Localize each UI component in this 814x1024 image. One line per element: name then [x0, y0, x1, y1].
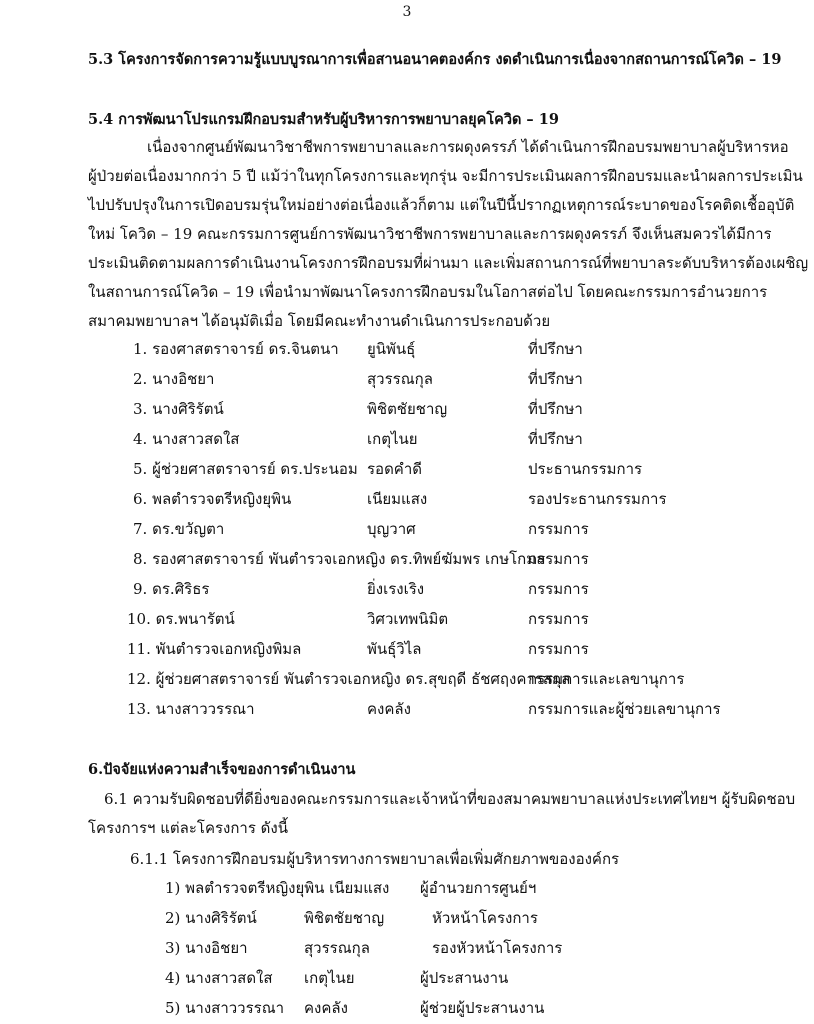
- team-name: 5) นางสาววรรณา: [165, 999, 285, 1017]
- member-name: 5. ผู้ช่วยศาสตราจารย์ ดร.ประนอม: [133, 460, 358, 478]
- member-surname: พิชิตชัยชาญ: [367, 400, 448, 418]
- subsection-6-1-1-heading: 6.1.1 โครงการฝึกอบรมผู้บริหารทางการพยาบาลเพื่อเพิ่มศักยภาพขององค์กร: [130, 850, 620, 868]
- member-role: กรรมการ: [528, 640, 589, 658]
- paragraph-line: ไปปรับปรุงในการเปิดอบรมรุ่นใหม่อย่างต่อเนื่องแล้วก็ตาม แต่ในปีนี้ปรากฏเหตุการณ์ระบาดของโรคติดเชื้ออุบัติ: [88, 196, 795, 214]
- team-name: 3) นางอิชยา: [165, 939, 248, 957]
- member-name: 11. พันตำรวจเอกหญิงพิมล: [127, 640, 302, 658]
- team-surname: พิชิตชัยชาญ: [304, 909, 385, 927]
- team-surname: เกตุไนย: [304, 969, 355, 987]
- paragraph-line: ในสถานการณ์โควิด – 19 เพื่อนำมาพัฒนาโครงการฝึกอบรมในโอกาสต่อไป โดยคณะกรรมการอำนวยการ: [88, 283, 768, 301]
- paragraph-line: สมาคมพยาบาลฯ ได้อนุมัติเมื่อ โดยมีคณะทำงานดำเนินการประกอบด้วย: [88, 312, 551, 330]
- member-role: กรรมการ: [528, 610, 589, 628]
- team-role: รองหัวหน้าโครงการ: [432, 939, 563, 957]
- member-name: 2. นางอิชยา: [133, 370, 215, 388]
- member-surname: รอดคำดี: [367, 460, 423, 478]
- member-surname: ยูนิพันธุ์: [367, 340, 416, 358]
- paragraph-line: ผู้ป่วยต่อเนื่องมากกว่า 5 ปี แม้ว่าในทุกโครงการและทุกรุ่น จะมีการประเมินผลการฝึกอบรมและนำผลการประเมิน: [88, 167, 803, 185]
- member-surname: พันธุ์วิไล: [367, 640, 422, 658]
- team-role: ผู้ช่วยผู้ประสานงาน: [420, 999, 545, 1017]
- paragraph-line: ใหม่ โควิด – 19 คณะกรรมการศูนย์การพัฒนาวิชาชีพการพยาบาลและการผดุงครรภ์ จึงเห็นสมควรได้มีการ: [88, 225, 772, 243]
- paragraph-line: 6.1 ความรับผิดชอบที่ดียิ่งของคณะกรรมการและเจ้าหน้าที่ของสมาคมพยาบาลแห่งประเทศไทยฯ ผู้รับผิดชอบ: [104, 790, 796, 808]
- member-role: กรรมการ: [528, 550, 589, 568]
- member-role: กรรมการและเลขานุการ: [528, 670, 685, 688]
- member-name: 1. รองศาสตราจารย์ ดร.จินตนา: [133, 340, 339, 358]
- member-surname: บุญวาศ: [367, 520, 416, 538]
- team-surname: คงคลัง: [304, 999, 348, 1017]
- member-surname: คงคลัง: [367, 700, 411, 718]
- member-surname: เกตุไนย: [367, 430, 418, 448]
- member-surname: สุวรรณกุล: [367, 370, 433, 388]
- member-name-full: 12. ผู้ช่วยศาสตราจารย์ พันตำรวจเอกหญิง ดร.สุขฤดี ธัชศฤงคารสกุล: [127, 670, 571, 688]
- member-role: กรรมการและผู้ช่วยเลขานุการ: [528, 700, 721, 718]
- member-surname: ยิ่งเรงเริง: [367, 580, 425, 598]
- team-name: 1) พลตำรวจตรีหญิงยุพิน เนียมแสง: [165, 879, 390, 897]
- section-5-4-heading: 5.4 การพัฒนาโปรแกรมฝึกอบรมสำหรับผู้บริหารการพยาบาลยุคโควิด – 19: [88, 111, 559, 128]
- member-name: 4. นางสาวสดใส: [133, 430, 240, 448]
- member-name: 3. นางศิริรัตน์: [133, 400, 224, 418]
- paragraph-line: ประเมินติดตามผลการดำเนินงานโครงการฝึกอบรมที่ผ่านมา และเพิ่มสถานการณ์ที่พยาบาลระดับบริหารต้องเผชิญ: [88, 254, 809, 272]
- member-role: กรรมการ: [528, 520, 589, 538]
- team-name: 4) นางสาวสดใส: [165, 969, 273, 987]
- member-role: ที่ปรึกษา: [528, 340, 583, 358]
- team-role: หัวหน้าโครงการ: [432, 909, 538, 927]
- member-role: ที่ปรึกษา: [528, 370, 583, 388]
- member-surname: วิศวเทพนิมิต: [367, 610, 449, 628]
- member-role: ประธานกรรมการ: [528, 460, 643, 478]
- member-surname: เนียมแสง: [367, 490, 428, 508]
- member-name-full: 8. รองศาสตราจารย์ พันตำรวจเอกหญิง ดร.ทิพย์ฆัมพร เกษโกมล: [133, 550, 546, 568]
- member-role: รองประธานกรรมการ: [528, 490, 667, 508]
- paragraph-line: เนื่องจากศูนย์พัฒนาวิชาชีพการพยาบาลและการผดุงครรภ์ ได้ดำเนินการฝึกอบรมพยาบาลผู้บริหารหอ: [147, 138, 789, 156]
- team-role: ผู้ประสานงาน: [420, 969, 509, 987]
- paragraph-line: โครงการฯ แต่ละโครงการ ดังนี้: [88, 819, 289, 837]
- team-surname: สุวรรณกุล: [304, 939, 370, 957]
- member-name: 10. ดร.พนารัตน์: [127, 610, 235, 628]
- section-5-3-heading: 5.3 โครงการจัดการความรู้แบบบูรณาการเพื่อสานอนาคตองค์กร งดดำเนินการเนื่องจากสถานการณ์โควิด – 19: [88, 51, 782, 68]
- member-role: ที่ปรึกษา: [528, 430, 583, 448]
- team-role: ผู้อำนวยการศูนย์ฯ: [420, 879, 537, 897]
- member-name: 6. พลตำรวจตรีหญิงยุพิน: [133, 490, 292, 508]
- member-role: ที่ปรึกษา: [528, 400, 583, 418]
- section-6-heading: 6.ปัจจัยแห่งความสำเร็จของการดำเนินงาน: [88, 761, 356, 778]
- page-number: 3: [402, 4, 412, 20]
- member-name: 13. นางสาววรรณา: [127, 700, 255, 718]
- member-name: 7. ดร.ขวัญตา: [133, 520, 225, 538]
- member-name: 9. ดร.ศิริธร: [133, 580, 210, 598]
- team-name: 2) นางศิริรัตน์: [165, 909, 257, 927]
- member-role: กรรมการ: [528, 580, 589, 598]
